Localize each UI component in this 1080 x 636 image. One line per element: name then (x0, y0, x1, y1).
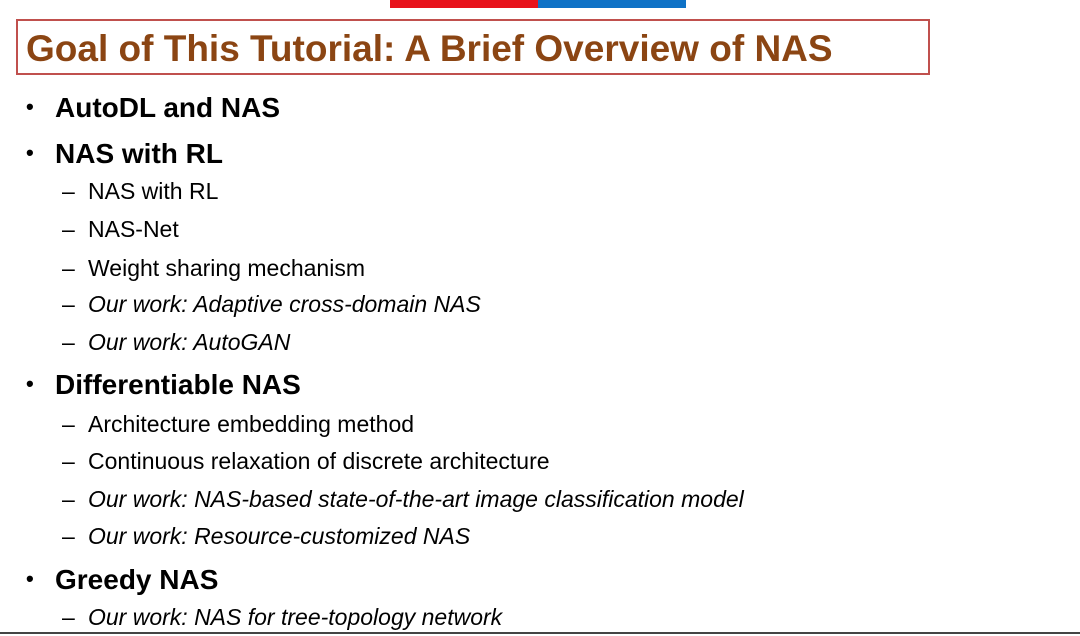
sub-item (62, 177, 218, 205)
outline-item-greedy (26, 562, 218, 597)
outline-item-differentiable (26, 367, 301, 402)
sub-item (62, 215, 179, 243)
dash-icon: – (62, 523, 75, 549)
dash-icon: – (62, 604, 75, 630)
sub-item-label: Weight sharing mechanism (88, 255, 365, 281)
bullet-icon: • (26, 371, 34, 396)
dash-icon: – (62, 486, 75, 512)
sub-item-label: Our work: AutoGAN (88, 329, 291, 355)
outline-item-autodl (26, 90, 280, 125)
sub-item (62, 254, 365, 282)
sub-item-our-work (62, 290, 481, 318)
sub-item-label: Architecture embedding method (88, 411, 415, 437)
sub-item-label: NAS with RL (88, 178, 219, 204)
sub-item-label: Our work: NAS for tree-topology network (88, 604, 503, 630)
sub-item-our-work (62, 522, 470, 550)
dash-icon: – (62, 411, 75, 437)
outline-item-label: AutoDL and NAS (55, 92, 281, 123)
outline-item-label: Differentiable NAS (55, 369, 301, 400)
dash-icon: – (62, 329, 75, 355)
sub-item-label: Our work: Adaptive cross-domain NAS (88, 291, 481, 317)
outline-item-nas-rl (26, 136, 223, 171)
sub-item (62, 410, 414, 438)
dash-icon: – (62, 291, 75, 317)
sub-item-label: Continuous relaxation of discrete architecture (88, 448, 550, 474)
dash-icon: – (62, 255, 75, 281)
bottom-divider (0, 632, 1080, 634)
outline-item-label: Greedy NAS (55, 564, 219, 595)
dash-icon: – (62, 448, 75, 474)
sub-item (62, 447, 550, 475)
outline-item-label: NAS with RL (55, 138, 223, 169)
slide-title: Goal of This Tutorial: A Brief Overview of NAS (26, 28, 833, 69)
bullet-icon: • (26, 140, 34, 165)
dash-icon: – (62, 178, 75, 204)
sub-item-our-work (62, 328, 290, 356)
sub-item-label: NAS-Net (88, 216, 179, 242)
sub-item-label: Our work: NAS-based state-of-the-art image classification model (88, 486, 744, 512)
sub-item-label: Our work: Resource-customized NAS (88, 523, 471, 549)
sub-item-our-work (62, 603, 502, 631)
bullet-icon: • (26, 566, 34, 591)
sub-item-our-work (62, 485, 744, 513)
bullet-icon: • (26, 94, 34, 119)
dash-icon: – (62, 216, 75, 242)
